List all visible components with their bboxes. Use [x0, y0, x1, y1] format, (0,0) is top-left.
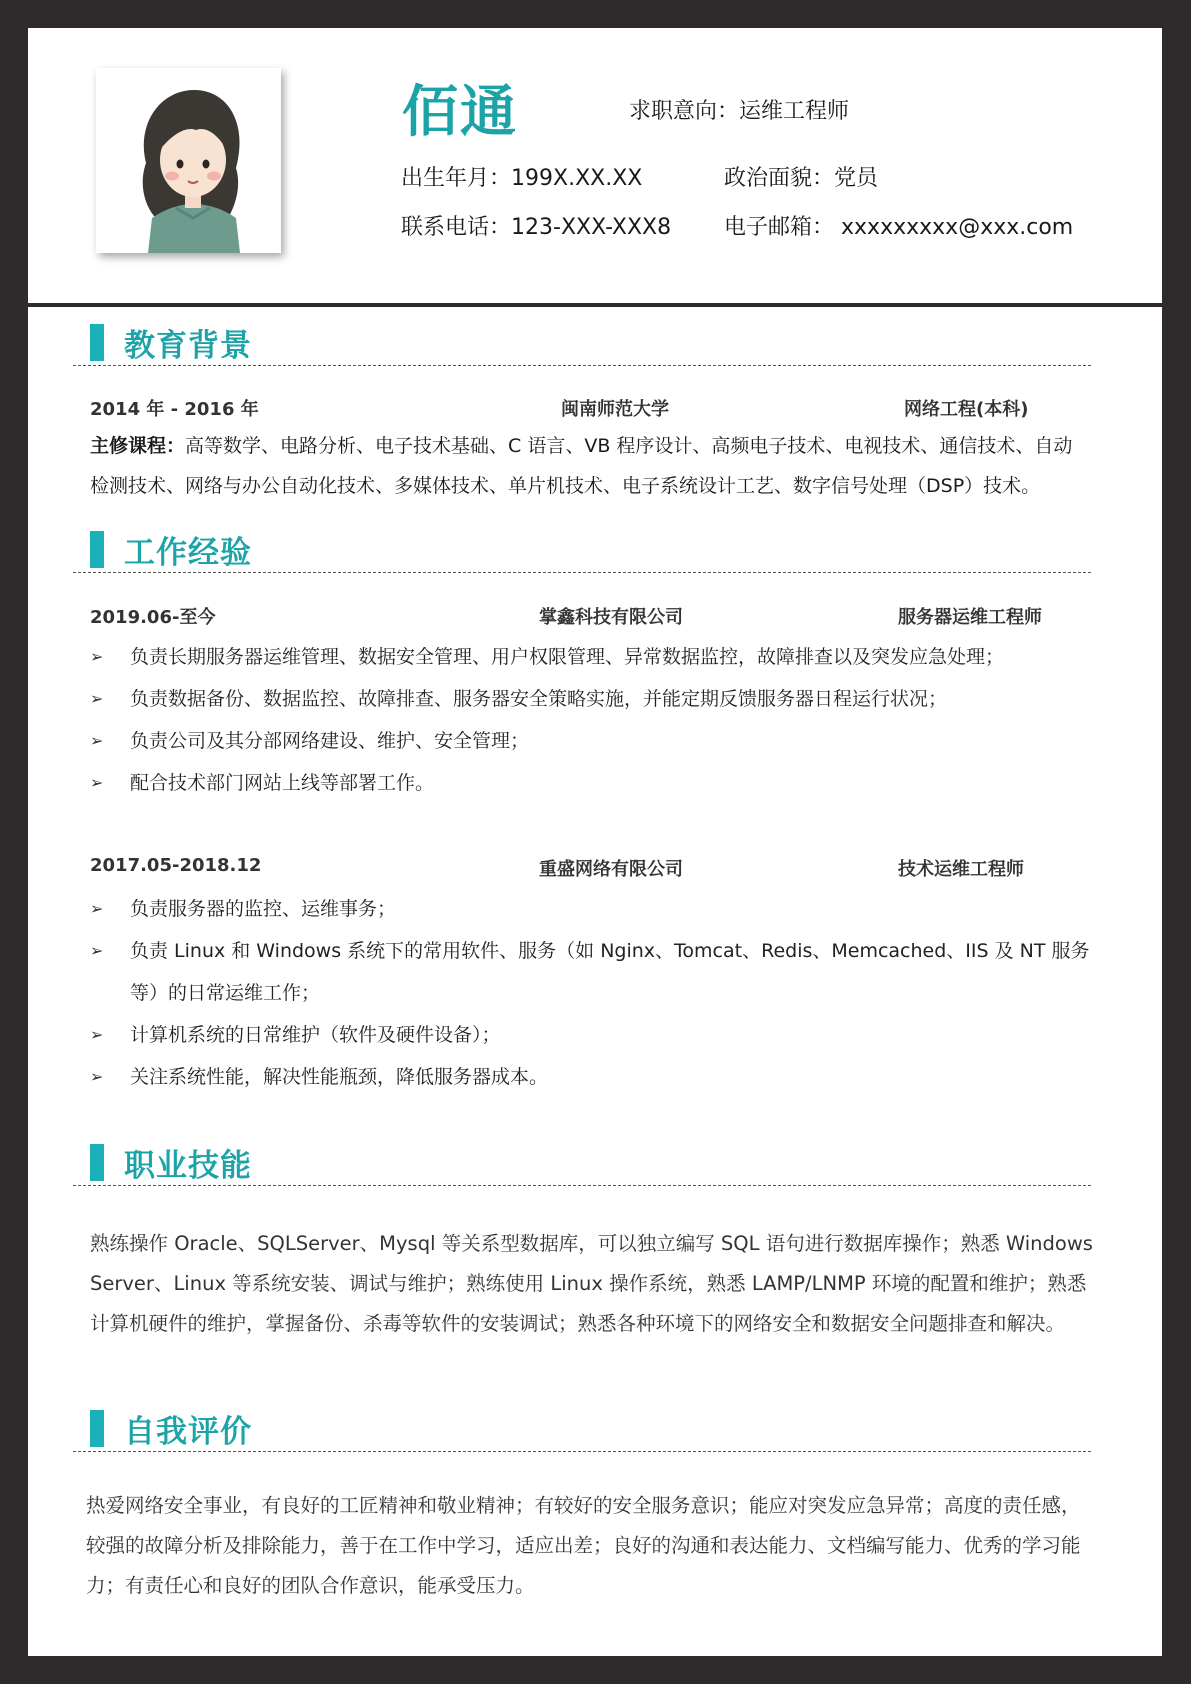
- section-title-text: 职业技能: [124, 1147, 252, 1184]
- list-item: [90, 636, 1100, 678]
- job-intent-value: 运维工程师: [739, 99, 850, 124]
- job-intent: [629, 94, 849, 125]
- skills-text: 熟练操作 Oracle、SQLServer、Mysql 等关系型数据库，可以独立编写 SQL 语句进行数据库操作；熟悉 Windows Server、Linux 等系统安装、调试与维护；熟练使用 Linux 操作系统，熟悉 LAMP/LNMP 环境的配置和维护；熟悉计算机硬件的维护，掌握备份、杀毒等软件的安装调试；熟悉各种环境下的网络安全和数据安全问题排查和解决。: [90, 1232, 1093, 1335]
- duty-text: 负责服务器的监控、运维事务；: [130, 898, 397, 920]
- email: [724, 210, 1073, 241]
- edu-degree: 网络工程(本科): [904, 399, 1029, 420]
- arrow-bullet-icon: ➢: [90, 899, 104, 918]
- edu-period: 2014 年 - 2016 年: [90, 399, 259, 420]
- section-marker: [90, 1144, 104, 1181]
- job-intent-label: 求职意向：: [629, 99, 740, 124]
- duty-text: 配合技术部门网站上线等部署工作。: [130, 772, 435, 794]
- duty-text: 负责长期服务器运维管理、数据安全管理、用户权限管理、异常数据监控，故障排查以及突发应急处理；: [130, 646, 1005, 668]
- section-marker: [90, 531, 104, 568]
- email-label: 电子邮箱：: [724, 215, 835, 240]
- birth-date: [401, 161, 642, 192]
- duty-text: 负责公司及其分部网络建设、维护、安全管理；: [130, 730, 530, 752]
- arrow-bullet-icon: ➢: [90, 1025, 104, 1044]
- job-company: 重盛网络有限公司: [539, 859, 683, 880]
- section-title-skills: [90, 1142, 252, 1182]
- job-position: 服务器运维工程师: [898, 607, 1042, 628]
- duty-text: 负责 Linux 和 Windows 系统下的常用软件、服务（如 Nginx、Tomcat、Redis、Memcached、IIS 及 NT 服务等）的日常运维工作；: [130, 940, 1090, 1004]
- list-item: [90, 720, 1100, 762]
- edu-courses: [90, 426, 1090, 506]
- arrow-bullet-icon: ➢: [90, 941, 104, 960]
- phone-value: 123-XXX-XXX8: [511, 215, 672, 240]
- phone-label: 联系电话：: [401, 215, 512, 240]
- section-title-text: 自我评价: [124, 1413, 252, 1450]
- section-title-work: [90, 529, 252, 569]
- duty-text: 关注系统性能，解决性能瓶颈，降低服务器成本。: [130, 1066, 549, 1088]
- courses-label: 主修课程：: [90, 435, 186, 457]
- candidate-name: 佰通: [402, 80, 518, 145]
- job-position: 技术运维工程师: [898, 859, 1024, 880]
- job-period: 2017.05-2018.12: [90, 855, 262, 876]
- arrow-bullet-icon: ➢: [90, 689, 104, 708]
- list-item: [90, 888, 1100, 930]
- section-divider: [73, 572, 1091, 573]
- resume-page: [28, 28, 1162, 1656]
- arrow-bullet-icon: ➢: [90, 1067, 104, 1086]
- self-eval-text: 热爱网络安全事业，有良好的工匠精神和敬业精神；有较好的安全服务意识；能应对突发应急异常；高度的责任感，较强的故障分析及排除能力，善于在工作中学习，适应出差；良好的沟通和表达能力、文档编写能力、优秀的学习能力；有责任心和良好的团队合作意识，能承受压力。: [86, 1494, 1081, 1597]
- list-item: [90, 1014, 1100, 1056]
- courses-text: 高等数学、电路分析、电子技术基础、C 语言、VB 程序设计、高频电子技术、电视技术、通信技术、自动检测技术、网络与办公自动化技术、多媒体技术、单片机技术、电子系统设计工艺、数字信号处理（DSP）技术。: [90, 435, 1073, 497]
- phone: [401, 210, 671, 241]
- avatar-photo: [96, 68, 281, 253]
- political-status: [724, 161, 878, 192]
- section-marker: [90, 324, 104, 361]
- birth-value: 199X.XX.XX: [511, 166, 643, 191]
- edu-school: 闽南师范大学: [561, 399, 669, 420]
- email-value: xxxxxxxxx@xxx.com: [841, 215, 1074, 240]
- job-period: 2019.06-至今: [90, 607, 216, 628]
- birth-label: 出生年月：: [401, 166, 512, 191]
- section-divider: [73, 365, 1091, 366]
- list-item: [90, 1056, 1100, 1098]
- duty-text: 负责数据备份、数据监控、故障排查、服务器安全策略实施，并能定期反馈服务器日程运行状况；: [130, 688, 948, 710]
- section-title-text: 工作经验: [124, 534, 252, 571]
- section-title-text: 教育背景: [124, 327, 252, 364]
- section-title-self-eval: [90, 1408, 252, 1448]
- section-divider: [73, 1451, 1091, 1452]
- political-value: 党员: [834, 166, 879, 191]
- job-company: 掌鑫科技有限公司: [539, 607, 683, 628]
- duty-text: 计算机系统的日常维护（软件及硬件设备）；: [130, 1024, 501, 1046]
- arrow-bullet-icon: ➢: [90, 773, 104, 792]
- arrow-bullet-icon: ➢: [90, 731, 104, 750]
- header-divider: [28, 303, 1162, 307]
- job-duties-list: [90, 888, 1100, 1098]
- job-duties-list: [90, 636, 1100, 804]
- section-divider: [73, 1185, 1091, 1186]
- section-marker: [90, 1410, 104, 1447]
- list-item: [90, 762, 1100, 804]
- avatar-illustration: [96, 68, 281, 253]
- list-item: [90, 678, 1100, 720]
- political-label: 政治面貌：: [724, 166, 835, 191]
- list-item: [90, 930, 1100, 1014]
- arrow-bullet-icon: ➢: [90, 647, 104, 666]
- section-title-education: [90, 322, 252, 362]
